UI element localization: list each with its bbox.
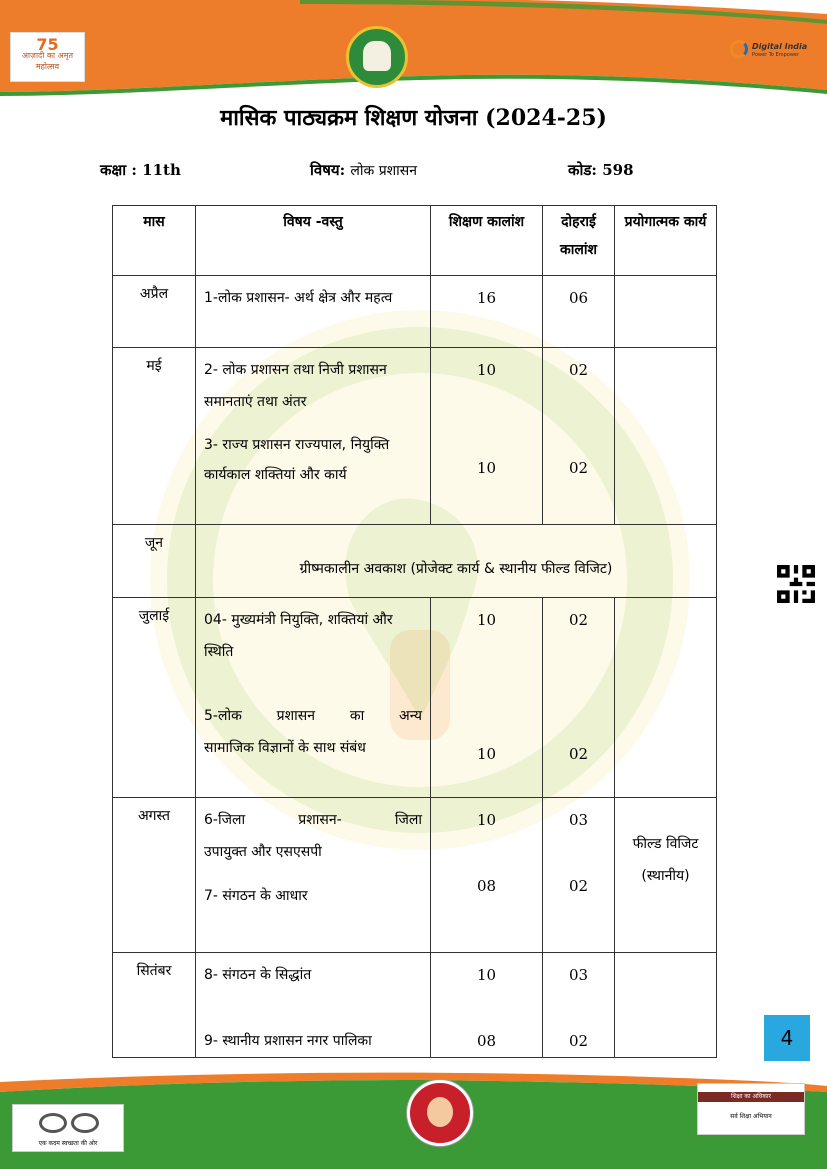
subject-info xyxy=(310,160,417,180)
revision-value: 02 xyxy=(568,1032,589,1050)
revision-value: 02 xyxy=(568,361,589,379)
azadi-logo-text: आज़ादी का अमृत महोत्सव xyxy=(21,51,74,71)
revision-cell xyxy=(543,953,615,1058)
school-board-logo xyxy=(346,26,408,88)
revision-value: 06 xyxy=(568,289,589,307)
practical-cell xyxy=(615,348,717,525)
revision-cell xyxy=(543,276,615,348)
teaching-value: 10 xyxy=(476,966,497,984)
table-row xyxy=(113,953,717,1058)
revision-cell xyxy=(543,598,615,798)
vacation-text: ग्रीष्मकालीन अवकाश (प्रोजेक्ट कार्य & स्थानीय फील्ड विजिट) xyxy=(299,560,613,577)
topic-cell xyxy=(196,276,431,348)
revision-value: 02 xyxy=(568,459,589,477)
digital-india-logo xyxy=(730,38,810,68)
header-revision-periods: दोहराई कालांश xyxy=(543,206,615,276)
table-row xyxy=(113,348,717,525)
table-row xyxy=(113,598,717,798)
teaching-value: 08 xyxy=(476,1032,497,1050)
topic-item: 6-जिला प्रशासन- जिला xyxy=(204,812,422,828)
subject-label: विषय: xyxy=(310,161,346,179)
azadi-logo-number: 75 xyxy=(36,35,59,54)
revision-value: 03 xyxy=(568,811,589,829)
right-to-education-logo xyxy=(697,1083,805,1135)
month-cell: जून xyxy=(113,525,196,598)
topic-item: 8- संगठन के सिद्धांत xyxy=(204,967,312,983)
digital-india-title: Digital India xyxy=(752,42,808,51)
teaching-value: 10 xyxy=(476,459,497,477)
topic-item: 7- संगठन के आधार xyxy=(204,888,308,904)
month-cell: अप्रैल xyxy=(113,276,196,348)
month-cell: मई xyxy=(113,348,196,525)
syllabus-table xyxy=(112,205,717,1058)
practical-cell xyxy=(615,953,717,1058)
practical-value: फील्ड विजिट (स्थानीय) xyxy=(632,836,699,884)
header-banner xyxy=(0,0,827,100)
practical-cell xyxy=(615,798,717,953)
vacation-cell xyxy=(196,525,717,598)
revision-value: 02 xyxy=(568,611,589,629)
month-cell: सितंबर xyxy=(113,953,196,1058)
topic-item: 5-लोक प्रशासन का अन्य xyxy=(204,708,422,724)
topic-cell xyxy=(196,348,431,525)
qr-code-icon[interactable] xyxy=(777,565,815,603)
rte-subtitle: सर्व शिक्षा अभियान xyxy=(730,1113,772,1120)
teaching-value: 08 xyxy=(476,877,497,895)
beti-bachao-beti-padhao-logo xyxy=(407,1080,473,1146)
header-content: विषय -वस्तु xyxy=(196,206,431,276)
digital-india-tagline: Power To Empower xyxy=(752,52,800,58)
teaching-value: 16 xyxy=(476,289,497,307)
teaching-cell xyxy=(431,276,543,348)
teaching-cell xyxy=(431,598,543,798)
revision-value: 03 xyxy=(568,966,589,984)
month-cell: अगस्त xyxy=(113,798,196,953)
header-practical-work: प्रयोगात्मक कार्य xyxy=(615,206,717,276)
header-teaching-periods: शिक्षण कालांश xyxy=(431,206,543,276)
code-label: कोड: xyxy=(568,161,597,179)
teaching-cell xyxy=(431,798,543,953)
teaching-value: 10 xyxy=(476,745,497,763)
digital-india-ring-icon xyxy=(730,40,748,58)
topic-item: 3- राज्य प्रशासन राज्यपाल, नियुक्ति कार्यकाल शक्तियां और कार्य xyxy=(204,437,390,483)
table-row xyxy=(113,525,717,598)
table-row xyxy=(113,276,717,348)
practical-cell xyxy=(615,598,717,798)
header-month: मास xyxy=(113,206,196,276)
azadi-ka-amrit-mahotsav-logo xyxy=(10,32,85,82)
topic-cell xyxy=(196,798,431,953)
swachh-bharat-logo xyxy=(12,1104,124,1152)
practical-cell xyxy=(615,276,717,348)
topic-cell xyxy=(196,953,431,1058)
topic-cell xyxy=(196,598,431,798)
glasses-left-icon xyxy=(39,1113,67,1133)
revision-cell xyxy=(543,798,615,953)
glasses-right-icon xyxy=(71,1113,99,1133)
teaching-cell xyxy=(431,953,543,1058)
code-info xyxy=(568,160,634,180)
topic-item: 9- स्थानीय प्रशासन नगर पालिका xyxy=(204,1033,372,1049)
month-cell: जुलाई xyxy=(113,598,196,798)
revision-cell xyxy=(543,348,615,525)
topic-item: सामाजिक विज्ञानों के साथ संबंध xyxy=(204,740,366,756)
topic-item: 2- लोक प्रशासन तथा निजी प्रशासन समानताएं तथा अंतर xyxy=(204,362,387,410)
teaching-cell xyxy=(431,348,543,525)
class-label: कक्षा : xyxy=(100,161,137,179)
topic-item: 04- मुख्यमंत्री नियुक्ति, शक्तियां और स्थिति xyxy=(204,612,393,660)
page-number-badge: 4 xyxy=(764,1015,810,1061)
rte-title: शिक्षा का अधिकार xyxy=(698,1092,804,1102)
page-title: मासिक पाठ्यक्रम शिक्षण योजना (2024-25) xyxy=(220,105,607,131)
code-value: 598 xyxy=(602,161,634,179)
swachh-tagline: एक कदम स्वच्छता की ओर xyxy=(38,1140,98,1147)
topic-item: उपायुक्त और एसएसपी xyxy=(204,844,322,860)
revision-value: 02 xyxy=(568,877,589,895)
revision-value: 02 xyxy=(568,745,589,763)
subject-value: लोक प्रशासन xyxy=(350,163,418,179)
teaching-value: 10 xyxy=(476,361,497,379)
topic-item: 1-लोक प्रशासन- अर्थ क्षेत्र और महत्व xyxy=(204,290,393,306)
teaching-value: 10 xyxy=(476,811,497,829)
class-value: 11th xyxy=(142,161,181,179)
teaching-value: 10 xyxy=(476,611,497,629)
table-row xyxy=(113,798,717,953)
class-info xyxy=(100,160,181,180)
